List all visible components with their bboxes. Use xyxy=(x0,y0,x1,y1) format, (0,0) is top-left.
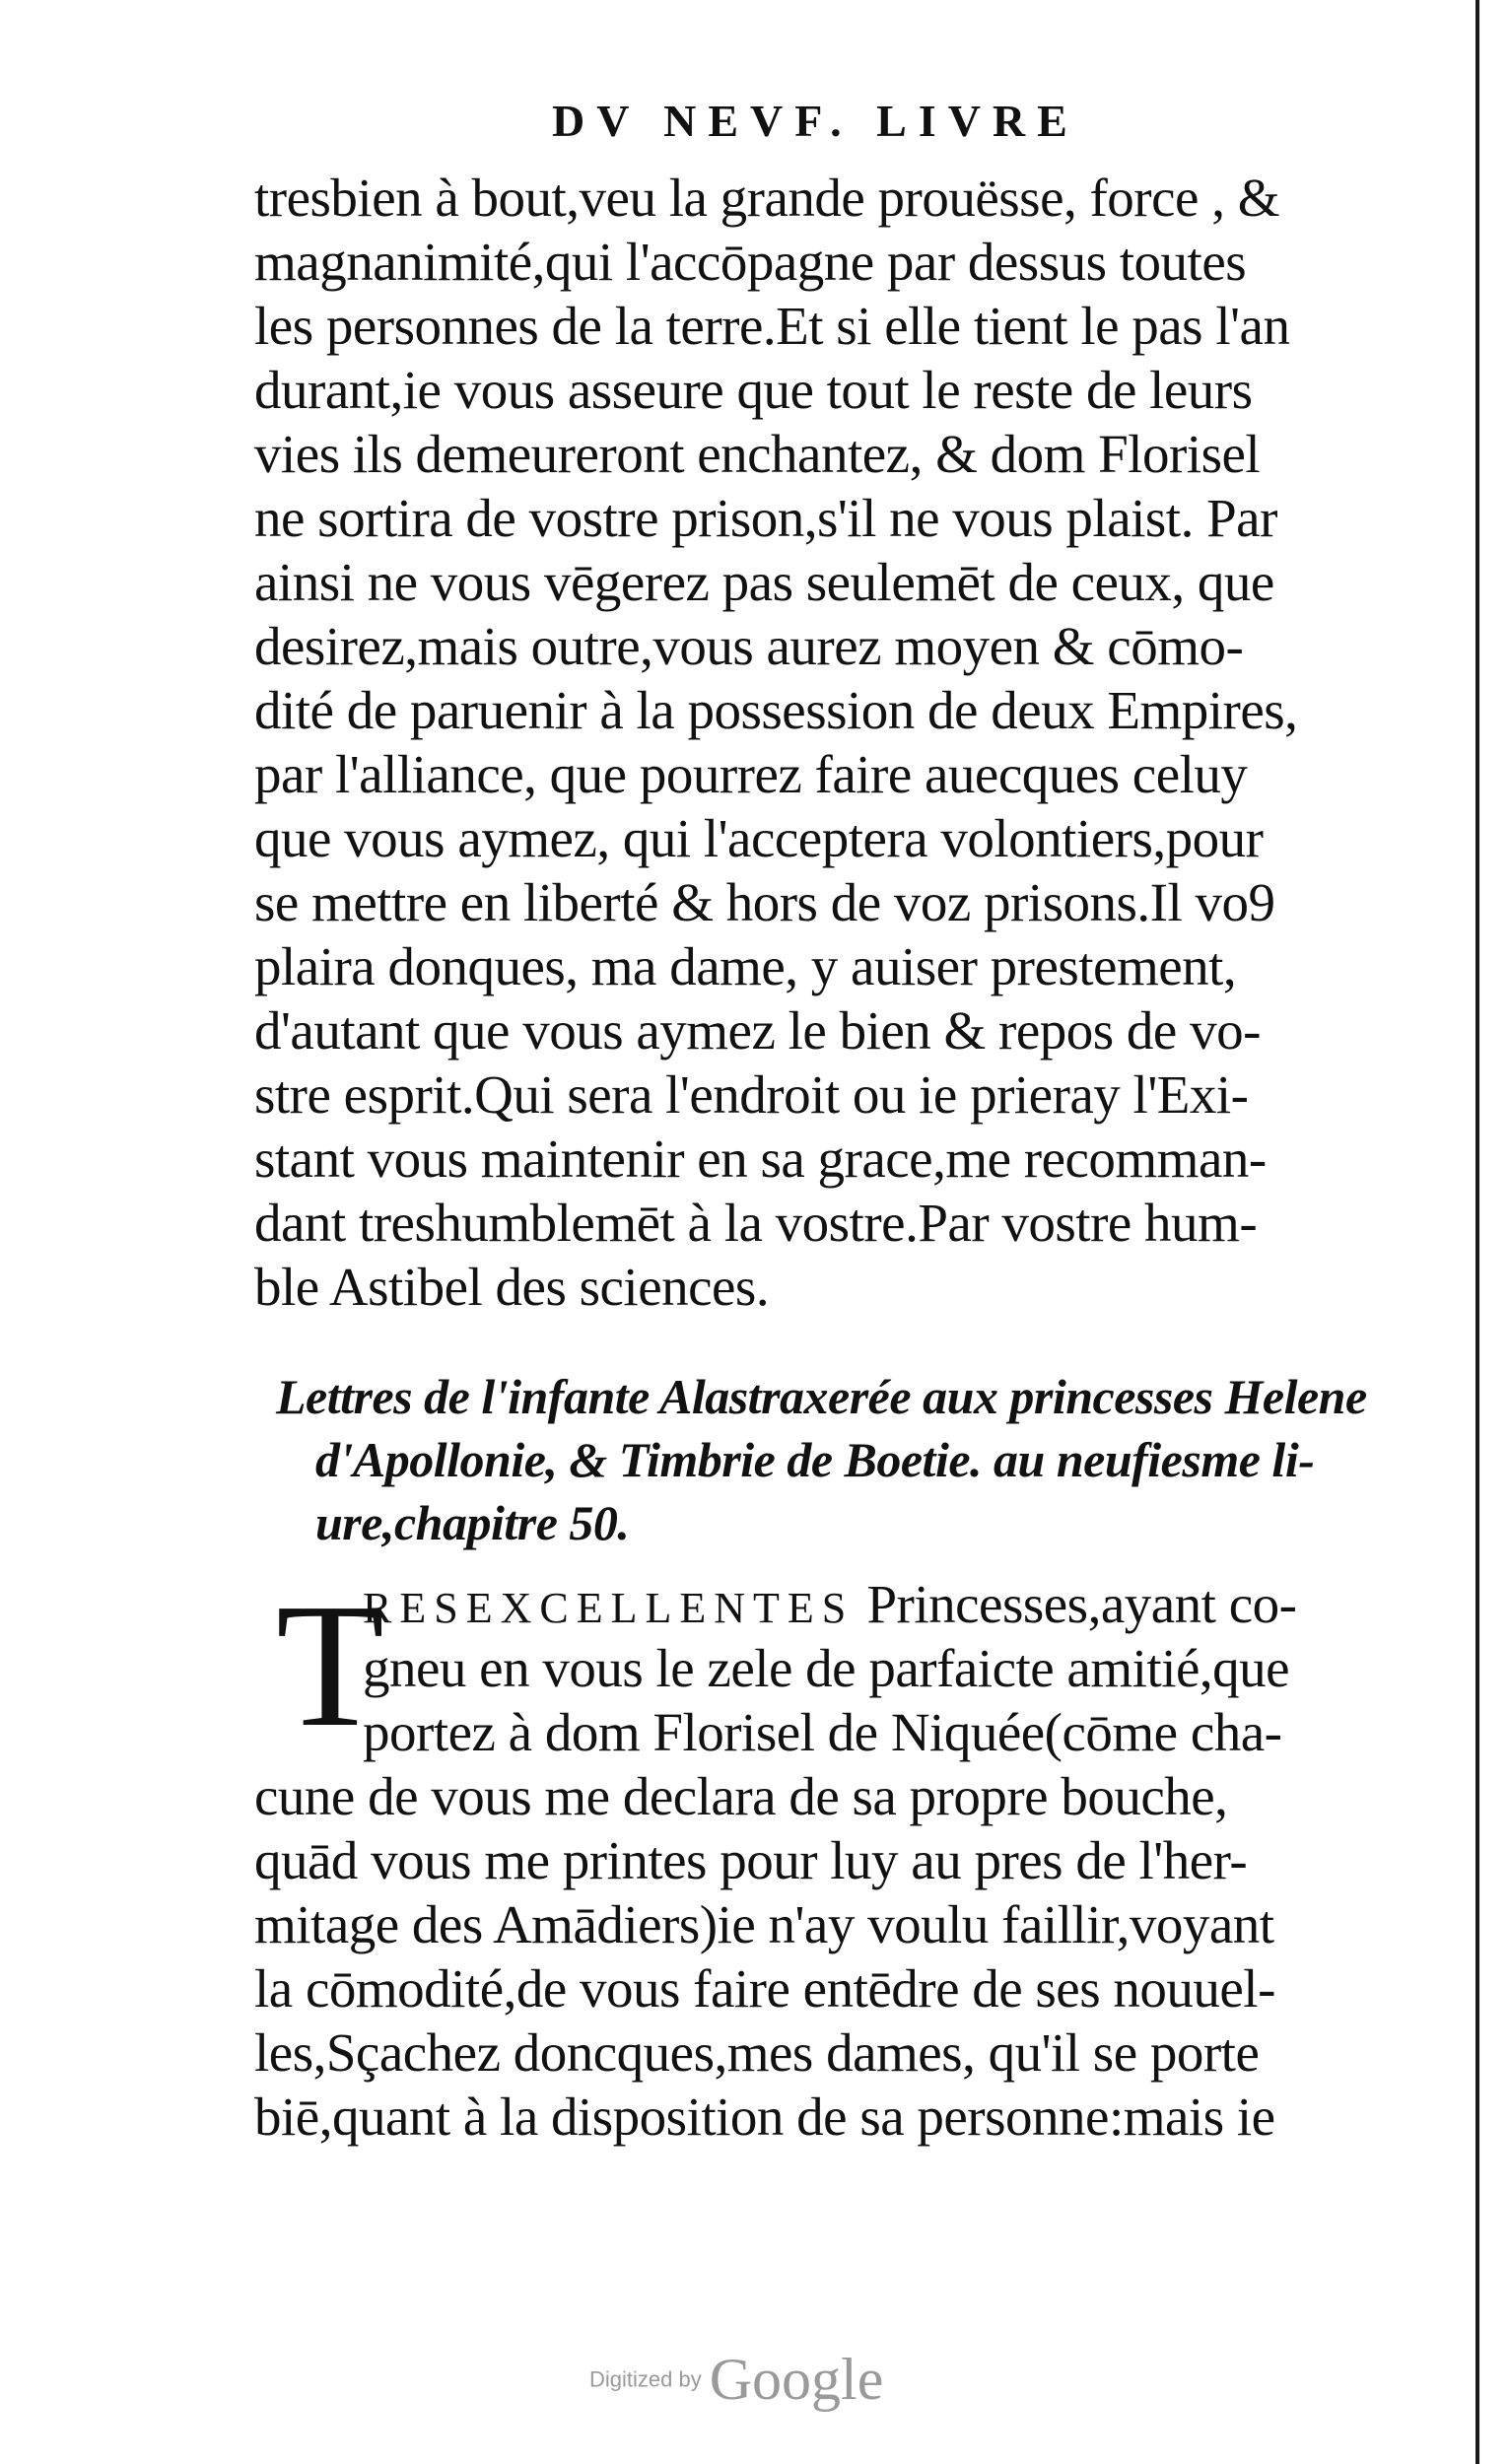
letter-opening-word: RESEXCELLENTES xyxy=(363,1584,855,1632)
google-logo: Google xyxy=(709,2347,884,2412)
text-line: stre esprit.Qui sera l'endroit ou ie prieray l'Exi- xyxy=(254,1064,1249,1125)
text-line: vies ils demeureront enchantez, & dom Florisel xyxy=(254,424,1261,484)
text-line: magnanimité,qui l'accōpagne par dessus toutes xyxy=(254,232,1247,292)
digitized-watermark xyxy=(589,2346,883,2414)
text-line: les,Sçachez doncques,mes dames, qu'il se porte xyxy=(254,2022,1260,2083)
letter-text xyxy=(254,1567,1338,2149)
text-line: tresbien à bout,veu la grande prouësse, force , & xyxy=(254,168,1279,228)
text-line: portez à dom Florisel de Niquée(cōme cha- xyxy=(363,1702,1282,1762)
text-line: la cōmodité,de vous faire entēdre de ses nouuel- xyxy=(254,1958,1275,2019)
letter-first-line-rest: Princesses,ayant co- xyxy=(854,1574,1297,1634)
text-line: mitage des Amādiers)ie n'ay voulu faillir,voyant xyxy=(254,1894,1274,1954)
heading-line: ure,chapitre 50. xyxy=(315,1495,630,1550)
text-line: d'autant que vous aymez le bien & repos de vo- xyxy=(254,1000,1261,1061)
text-line: se mettre en liberté & hors de voz prisons.Il vo9 xyxy=(254,872,1275,932)
body-text xyxy=(254,166,1329,1319)
text-line: les personnes de la terre.Et si elle tient le pas l'an xyxy=(254,296,1290,356)
text-line: dité de paruenir à la possession de deux Empires, xyxy=(254,680,1298,740)
running-header: DV NEVF. LIVRE xyxy=(552,96,1079,146)
watermark-prefix: Digitized by xyxy=(589,2366,702,2392)
text-line: durant,ie vous asseure que tout le reste de leurs xyxy=(254,360,1253,420)
text-line: ne sortira de vostre prison,s'il ne vous plaist. Par xyxy=(254,488,1277,548)
text-line: quād vous me printes pour luy au pres de l'her- xyxy=(254,1830,1248,1890)
text-line: biē,quant à la disposition de sa personne:mais ie xyxy=(254,2087,1275,2147)
text-line: dant treshumblemēt à la vostre.Par vostre hum- xyxy=(254,1193,1258,1253)
drop-cap: T xyxy=(276,1567,384,1763)
text-line: stant vous maintenir en sa grace,me recomman- xyxy=(254,1129,1267,1189)
text-line: par l'alliance, que pourrez faire auecques celuy xyxy=(254,744,1248,804)
letter-first-line xyxy=(254,1572,1338,1636)
text-line: gneu en vous le zele de parfaicte amitié,que xyxy=(363,1638,1290,1698)
section-heading xyxy=(276,1365,1367,1554)
heading-line: d'Apollonie, & Timbrie de Boetie. au neufiesme li- xyxy=(315,1432,1315,1487)
text-line: ble Astibel des sciences. xyxy=(254,1257,770,1317)
text-line: ainsi ne vous vēgerez pas seulemēt de ceux, que xyxy=(254,552,1274,612)
text-line: que vous aymez, qui l'acceptera volontiers,pour xyxy=(254,808,1264,868)
text-line: cune de vous me declara de sa propre bouche, xyxy=(254,1766,1228,1826)
text-line: desirez,mais outre,vous aurez moyen & cōmo- xyxy=(254,616,1244,676)
text-line: plaira donques, ma dame, y auiser prestement, xyxy=(254,936,1237,996)
heading-line: Lettres de l'infante Alastraxerée aux princesses Helene xyxy=(276,1369,1367,1424)
page-edge-rule xyxy=(1475,0,1479,2464)
